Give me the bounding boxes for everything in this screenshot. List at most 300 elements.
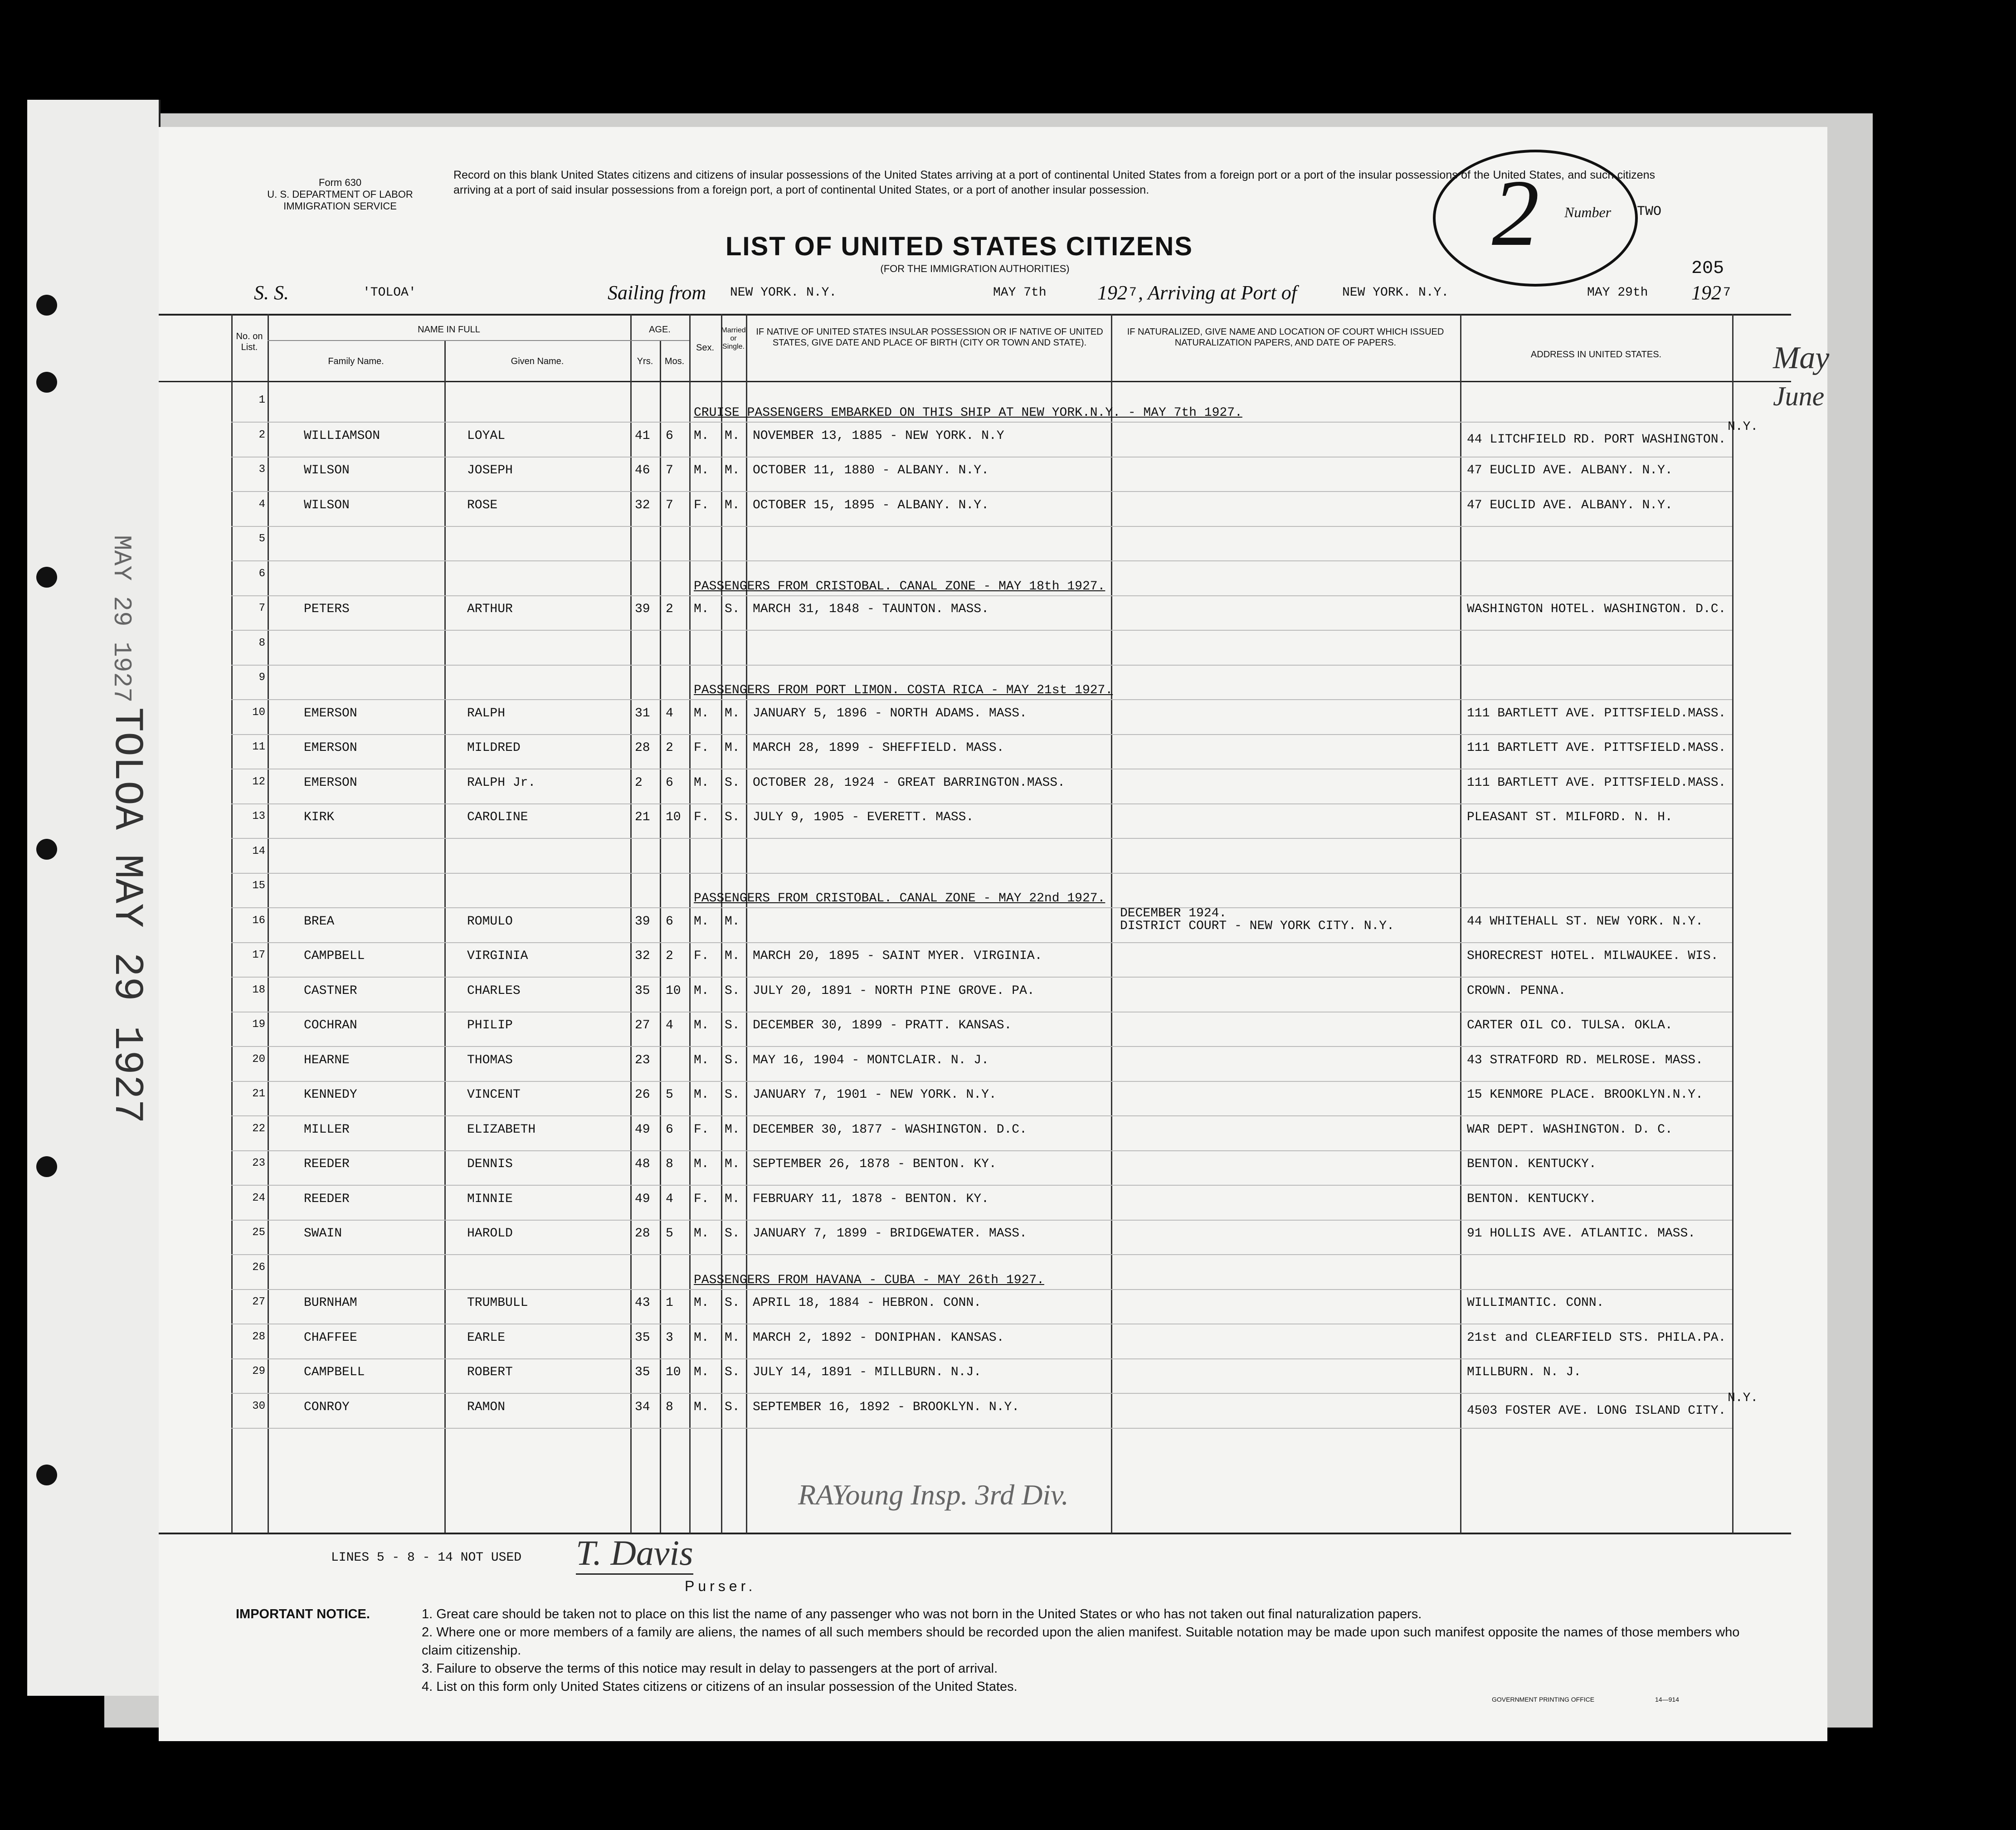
- table-row: [159, 873, 1827, 908]
- sail-year: 7: [1129, 286, 1137, 300]
- sex: M.: [694, 1296, 709, 1310]
- table-row: [159, 1324, 1827, 1359]
- sail-date: MAY 7th: [993, 286, 1047, 300]
- ss-label: S. S.: [254, 282, 289, 304]
- address: BENTON. KENTUCKY.: [1467, 1192, 1597, 1206]
- birth-info: JULY 20, 1891 - NORTH PINE GROVE. PA.: [753, 983, 1035, 998]
- marital-status: S.: [725, 1296, 740, 1310]
- row-number: 17: [252, 949, 265, 961]
- age-months: 10: [666, 1365, 681, 1379]
- row-number: 1: [258, 394, 265, 406]
- birth-info: DECEMBER 30, 1899 - PRATT. KANSAS.: [753, 1018, 1012, 1032]
- age-years: 41: [635, 428, 650, 443]
- row-number: 7: [258, 602, 265, 614]
- hand-note-may: May: [1773, 341, 1830, 375]
- age-months: 5: [666, 1088, 673, 1102]
- table-row: [159, 526, 1827, 561]
- punch-hole: [36, 1156, 57, 1177]
- voyage-line: [254, 281, 1750, 308]
- age-months: 5: [666, 1226, 673, 1241]
- given-name: RALPH: [467, 706, 506, 720]
- family-name: PETERS: [304, 602, 350, 616]
- address: SHORECREST HOTEL. MILWAUKEE. WIS.: [1467, 949, 1719, 963]
- age-years: 35: [635, 1330, 650, 1345]
- table-row: [159, 978, 1827, 1012]
- table-row: [159, 1047, 1827, 1081]
- sex: F.: [694, 1192, 709, 1206]
- row-number: 12: [252, 775, 265, 788]
- age-months: 4: [666, 706, 673, 720]
- marital-status: M.: [725, 463, 740, 477]
- age-months: 2: [666, 949, 673, 963]
- sex: M.: [694, 1330, 709, 1345]
- age-years: 26: [635, 1088, 650, 1102]
- marital-status: S.: [725, 983, 740, 998]
- row-number: 8: [258, 637, 265, 649]
- table-row: [159, 1081, 1827, 1116]
- sex: F.: [694, 1122, 709, 1137]
- page-number: 205: [1691, 258, 1724, 279]
- family-name: REEDER: [304, 1192, 350, 1206]
- sex: M.: [694, 914, 709, 929]
- given-name: ARTHUR: [467, 602, 513, 616]
- age-months: 6: [666, 914, 673, 929]
- given-name: MINNIE: [467, 1192, 513, 1206]
- address: 111 BARTLETT AVE. PITTSFIELD.MASS.: [1467, 741, 1726, 755]
- sex: M.: [694, 1400, 709, 1414]
- sex: F.: [694, 949, 709, 963]
- col-header-no: No. on List.: [236, 331, 263, 352]
- col-header-yrs: Yrs.: [637, 356, 653, 366]
- family-name: EMERSON: [304, 741, 357, 755]
- sex: F.: [694, 741, 709, 755]
- table-row: [159, 1359, 1827, 1393]
- age-years: 43: [635, 1296, 650, 1310]
- age-years: 32: [635, 498, 650, 512]
- row-number: 15: [252, 880, 265, 892]
- table-bottom-rule: [159, 1533, 1791, 1534]
- given-name: THOMAS: [467, 1053, 513, 1067]
- birth-info: JULY 9, 1905 - EVERETT. MASS.: [753, 810, 974, 824]
- given-name: ROSE: [467, 498, 498, 512]
- birth-info: OCTOBER 11, 1880 - ALBANY. N.Y.: [753, 463, 989, 477]
- age-months: 1: [666, 1296, 673, 1310]
- table-row: [159, 735, 1827, 769]
- row-number: 29: [252, 1365, 265, 1377]
- address: 44 WHITEHALL ST. NEW YORK. N.Y.: [1467, 914, 1703, 929]
- col-header-name: NAME IN FULL: [418, 325, 480, 335]
- marital-status: S.: [725, 602, 740, 616]
- address: 111 BARTLETT AVE. PITTSFIELD.MASS.: [1467, 775, 1726, 790]
- sex: M.: [694, 1053, 709, 1067]
- family-name: HEARNE: [304, 1053, 350, 1067]
- given-name: ELIZABETH: [467, 1122, 536, 1137]
- marital-status: M.: [725, 428, 740, 443]
- age-years: 31: [635, 706, 650, 720]
- age-years: 49: [635, 1122, 650, 1137]
- family-name: CASTNER: [304, 983, 357, 998]
- table-row: [159, 388, 1827, 422]
- arrive-year: 7: [1723, 286, 1731, 300]
- address: BENTON. KENTUCKY.: [1467, 1157, 1597, 1171]
- marital-status: M.: [725, 1330, 740, 1345]
- age-months: 8: [666, 1400, 673, 1414]
- age-months: 7: [666, 463, 673, 477]
- table-row: [159, 561, 1827, 596]
- marital-status: S.: [725, 775, 740, 790]
- punch-hole: [36, 372, 57, 393]
- family-name: KENNEDY: [304, 1088, 357, 1102]
- birth-info: SEPTEMBER 16, 1892 - BROOKLYN. N.Y.: [753, 1400, 1020, 1414]
- age-months: 4: [666, 1192, 673, 1206]
- row-number: 21: [252, 1088, 265, 1100]
- naturalization-court: DISTRICT COURT - NEW YORK CITY. N.Y.: [1120, 919, 1394, 933]
- table-row: [159, 1151, 1827, 1185]
- inspector-signature: RAYoung Insp. 3rd Div.: [798, 1479, 1069, 1511]
- age-months: 10: [666, 983, 681, 998]
- given-name: DENNIS: [467, 1157, 513, 1171]
- purser-signature: T. Davis: [576, 1533, 693, 1575]
- sex: M.: [694, 428, 709, 443]
- given-name: CHARLES: [467, 983, 521, 998]
- lines-not-used-note: LINES 5 - 8 - 14 NOT USED: [331, 1551, 522, 1565]
- row-number: 20: [252, 1053, 265, 1066]
- age-years: 28: [635, 741, 650, 755]
- department: U. S. DEPARTMENT OF LABOR: [267, 189, 413, 200]
- age-months: 3: [666, 1330, 673, 1345]
- given-name: VINCENT: [467, 1088, 521, 1102]
- age-months: 6: [666, 428, 673, 443]
- sail-year-prefix: 192: [1097, 282, 1127, 304]
- age-years: 35: [635, 983, 650, 998]
- age-years: 23: [635, 1053, 650, 1067]
- marital-status: M.: [725, 1192, 740, 1206]
- birth-info: MARCH 2, 1892 - DONIPHAN. KANSAS.: [753, 1330, 1004, 1345]
- row-number: 19: [252, 1018, 265, 1031]
- marital-status: M.: [725, 741, 740, 755]
- important-notice: [236, 1605, 1755, 1696]
- age-years: 39: [635, 602, 650, 616]
- address: 43 STRATFORD RD. MELROSE. MASS.: [1467, 1053, 1703, 1067]
- age-years: 2: [635, 775, 643, 790]
- address: PLEASANT ST. MILFORD. N. H.: [1467, 810, 1673, 824]
- sailing-label: Sailing from: [608, 282, 706, 304]
- notice-item: 4. List on this form only United States citizens or citizens of an insular possession of the United States.: [422, 1679, 1018, 1694]
- age-months: 4: [666, 1018, 673, 1032]
- sex: M.: [694, 1018, 709, 1032]
- notice-item: 1. Great care should be taken not to place on this list the name of any passenger who was not born in the United States or who has not taken out final naturalization papers.: [422, 1607, 1422, 1621]
- sex: M.: [694, 1088, 709, 1102]
- row-number: 24: [252, 1192, 265, 1204]
- row-number: 26: [252, 1261, 265, 1274]
- family-name: EMERSON: [304, 775, 357, 790]
- sex: M.: [694, 983, 709, 998]
- table-row: [159, 839, 1827, 873]
- given-name: JOSEPH: [467, 463, 513, 477]
- address: CROWN. PENNA.: [1467, 983, 1566, 998]
- sex: M.: [694, 1226, 709, 1241]
- number-label: Number: [1564, 204, 1612, 220]
- age-years: 34: [635, 1400, 650, 1414]
- col-header-family: Family Name.: [328, 356, 384, 366]
- marital-status: S.: [725, 1088, 740, 1102]
- birth-info: JANUARY 7, 1899 - BRIDGEWATER. MASS.: [753, 1226, 1027, 1241]
- row-number: 3: [258, 463, 265, 476]
- row-number: 4: [258, 498, 265, 511]
- table-row: [159, 700, 1827, 735]
- family-name: KIRK: [304, 810, 335, 824]
- table-row: [159, 943, 1827, 977]
- address: WASHINGTON HOTEL. WASHINGTON. D.C.: [1467, 602, 1726, 616]
- section-heading: CRUISE PASSENGERS EMBARKED ON THIS SHIP AT NEW YORK.N.Y. - MAY 7th 1927.: [694, 406, 1242, 420]
- to-port: NEW YORK. N.Y.: [1342, 286, 1449, 300]
- circled-number-text: 2: [1492, 161, 1539, 266]
- given-name: HAROLD: [467, 1226, 513, 1241]
- row-number: 11: [252, 741, 265, 753]
- marital-status: M.: [725, 1157, 740, 1171]
- family-name: REEDER: [304, 1157, 350, 1171]
- table-row: [159, 804, 1827, 838]
- page-subtitle: (FOR THE IMMIGRATION AUTHORITIES): [880, 263, 1070, 274]
- address: 21st and CLEARFIELD STS. PHILA.PA.: [1467, 1330, 1726, 1345]
- sex: F.: [694, 810, 709, 824]
- birth-info: JULY 14, 1891 - MILLBURN. N.J.: [753, 1365, 982, 1379]
- row-number: 27: [252, 1296, 265, 1308]
- table-row: [159, 1290, 1827, 1324]
- address: 111 BARTLETT AVE. PITTSFIELD.MASS.: [1467, 706, 1726, 720]
- given-name: ROMULO: [467, 914, 513, 929]
- table-row: [159, 457, 1827, 492]
- arriving-label: , Arriving at Port of: [1138, 282, 1297, 304]
- punch-hole: [36, 567, 57, 588]
- age-months: 8: [666, 1157, 673, 1171]
- given-name: MILDRED: [467, 741, 521, 755]
- age-months: 10: [666, 810, 681, 824]
- address: 47 EUCLID AVE. ALBANY. N.Y.: [1467, 498, 1673, 512]
- page-title: LIST OF UNITED STATES CITIZENS: [726, 232, 1193, 261]
- row-number: 2: [258, 428, 265, 441]
- preamble: Record on this blank United States citizens and citizens of insular possessions of the United States arriving at a port of continental United States from a foreign port or a port of the insular possessions of the United States, and such citizens arriving at a port of said insular possessions from a foreign port, a port of continental United States, or a port of another insular possession.: [453, 169, 1655, 196]
- marital-status: S.: [725, 1365, 740, 1379]
- table-row: [159, 1012, 1827, 1046]
- address: 91 HOLLIS AVE. ATLANTIC. MASS.: [1467, 1226, 1696, 1241]
- address: WAR DEPT. WASHINGTON. D. C.: [1467, 1122, 1673, 1137]
- punch-hole: [36, 1465, 57, 1485]
- row-number: 16: [252, 914, 265, 927]
- purser-label: Purser.: [685, 1578, 756, 1594]
- age-years: 46: [635, 463, 650, 477]
- address: MILLBURN. N. J.: [1467, 1365, 1582, 1379]
- row-number: 28: [252, 1330, 265, 1343]
- birth-info: MARCH 20, 1895 - SAINT MYER. VIRGINIA.: [753, 949, 1042, 963]
- age-months: 2: [666, 602, 673, 616]
- sex: M.: [694, 602, 709, 616]
- print-code: 14—914: [1655, 1696, 1679, 1703]
- family-name: SWAIN: [304, 1226, 342, 1241]
- family-name: CHAFFEE: [304, 1330, 357, 1345]
- row-number: 13: [252, 810, 265, 823]
- table-row: [159, 665, 1827, 700]
- section-heading: PASSENGERS FROM CRISTOBAL. CANAL ZONE - MAY 22nd 1927.: [694, 891, 1105, 905]
- birth-info: FEBRUARY 11, 1878 - BENTON. KY.: [753, 1192, 989, 1206]
- given-name: LOYAL: [467, 428, 506, 443]
- col-header-birth: IF NATIVE OF UNITED STATES INSULAR POSSESSION OR IF NATIVE OF UNITED STATES, GIVE DATE AND PLACE OF BIRTH (CITY OR TOWN AND STATE).: [756, 327, 1103, 348]
- age-months: 2: [666, 741, 673, 755]
- col-header-sex: Sex.: [696, 343, 715, 353]
- marital-status: M.: [725, 1122, 740, 1137]
- marital-status: M.: [725, 498, 740, 512]
- col-header-age: AGE.: [649, 325, 671, 335]
- row-number: 30: [252, 1400, 265, 1412]
- address-cont: N.Y.: [1728, 1391, 1758, 1405]
- marital-status: M.: [725, 914, 740, 929]
- from-port: NEW YORK. N.Y.: [730, 286, 837, 300]
- notice-item: 2. Where one or more members of a family are aliens, the names of all such members should be recorded upon the alien manifest. Suitable notation may be made upon such manifest opposite the names of those members who claim citizenship.: [422, 1625, 1740, 1658]
- birth-info: OCTOBER 28, 1924 - GREAT BARRINGTON.MASS.: [753, 775, 1065, 790]
- naturalization: DECEMBER 1924.: [1120, 906, 1227, 920]
- col-header-address: ADDRESS IN UNITED STATES.: [1530, 350, 1662, 360]
- address: CARTER OIL CO. TULSA. OKLA.: [1467, 1018, 1673, 1032]
- row-number: 5: [258, 533, 265, 545]
- birth-info: MAY 16, 1904 - MONTCLAIR. N. J.: [753, 1053, 989, 1067]
- margin-stamp-date: MAY 29 1927: [107, 535, 136, 703]
- birth-info: MARCH 28, 1899 - SHEFFIELD. MASS.: [753, 741, 1004, 755]
- family-name: CAMPBELL: [304, 1365, 365, 1379]
- birth-info: NOVEMBER 13, 1885 - NEW YORK. N.Y: [753, 428, 1004, 443]
- row-number: 10: [252, 706, 265, 719]
- age-years: 27: [635, 1018, 650, 1032]
- table-row: [159, 1220, 1827, 1255]
- table-row: [159, 908, 1827, 943]
- row-number: 6: [258, 567, 265, 580]
- sex: F.: [694, 498, 709, 512]
- table-row: [159, 419, 1827, 457]
- age-years: 48: [635, 1157, 650, 1171]
- given-name: EARLE: [467, 1330, 506, 1345]
- punch-hole: [36, 295, 57, 316]
- table-row: [159, 596, 1827, 630]
- age-years: 35: [635, 1365, 650, 1379]
- address: 4503 FOSTER AVE. LONG ISLAND CITY.: [1467, 1403, 1726, 1418]
- age-years: 28: [635, 1226, 650, 1241]
- table-row: [159, 1186, 1827, 1220]
- marital-status: M.: [725, 706, 740, 720]
- row-number: 14: [252, 845, 265, 857]
- row-number: 18: [252, 983, 265, 996]
- given-name: RALPH Jr.: [467, 775, 536, 790]
- address: 44 LITCHFIELD RD. PORT WASHINGTON.: [1467, 432, 1726, 447]
- family-name: MILLER: [304, 1122, 350, 1137]
- table-row: [159, 492, 1827, 526]
- age-months: 6: [666, 775, 673, 790]
- row-number: 22: [252, 1122, 265, 1135]
- marital-status: S.: [725, 1018, 740, 1032]
- sex: M.: [694, 775, 709, 790]
- sex: M.: [694, 706, 709, 720]
- header-bottom-rule: [159, 381, 1791, 382]
- table-row: [159, 631, 1827, 665]
- row-number: 25: [252, 1226, 265, 1239]
- table-row: [159, 1116, 1827, 1151]
- given-name: RAMON: [467, 1400, 506, 1414]
- section-heading: PASSENGERS FROM PORT LIMON. COSTA RICA - MAY 21st 1927.: [694, 683, 1113, 697]
- table-row: [159, 1391, 1827, 1428]
- family-name: WILLIAMSON: [304, 428, 380, 443]
- punch-hole: [36, 839, 57, 860]
- address-cont: N.Y.: [1728, 419, 1758, 434]
- number-value: TWO: [1637, 204, 1662, 219]
- table-row: [159, 1255, 1827, 1290]
- birth-info: JANUARY 7, 1901 - NEW YORK. N.Y.: [753, 1088, 997, 1102]
- family-name: BREA: [304, 914, 335, 929]
- birth-info: DECEMBER 30, 1877 - WASHINGTON. D.C.: [753, 1122, 1027, 1137]
- ship-name: 'TOLOA': [363, 286, 416, 300]
- family-name: WILSON: [304, 498, 350, 512]
- age-months: 7: [666, 498, 673, 512]
- age-years: 32: [635, 949, 650, 963]
- birth-info: OCTOBER 15, 1895 - ALBANY. N.Y.: [753, 498, 989, 512]
- arrive-date: MAY 29th: [1587, 286, 1648, 300]
- age-years: 39: [635, 914, 650, 929]
- age-months: 6: [666, 1122, 673, 1137]
- family-name: CAMPBELL: [304, 949, 365, 963]
- marital-status: S.: [725, 810, 740, 824]
- given-name: CAROLINE: [467, 810, 528, 824]
- service: IMMIGRATION SERVICE: [283, 200, 397, 212]
- section-heading: PASSENGERS FROM HAVANA - CUBA - MAY 26th 1927.: [694, 1273, 1044, 1287]
- manifest-page: [159, 127, 1830, 1741]
- row-rule: [231, 1428, 1732, 1429]
- address: 47 EUCLID AVE. ALBANY. N.Y.: [1467, 463, 1673, 477]
- marital-status: S.: [725, 1400, 740, 1414]
- col-header-given: Given Name.: [511, 356, 564, 366]
- section-heading: PASSENGERS FROM CRISTOBAL. CANAL ZONE - MAY 18th 1927.: [694, 579, 1105, 594]
- form-number: Form 630: [318, 177, 362, 188]
- col-header-married: Married or Single.: [721, 326, 746, 350]
- age-years: 49: [635, 1192, 650, 1206]
- birth-info: MARCH 31, 1848 - TAUNTON. MASS.: [753, 602, 989, 616]
- arrive-year-prefix: 192: [1691, 282, 1721, 304]
- col-header-mos: Mos.: [664, 356, 685, 366]
- row-number: 23: [252, 1157, 265, 1169]
- family-name: CONROY: [304, 1400, 350, 1414]
- given-name: PHILIP: [467, 1018, 513, 1032]
- family-name: BURNHAM: [304, 1296, 357, 1310]
- family-name: WILSON: [304, 463, 350, 477]
- given-name: TRUMBULL: [467, 1296, 528, 1310]
- marital-status: S.: [725, 1226, 740, 1241]
- sex: M.: [694, 1365, 709, 1379]
- table-top-rule: [159, 314, 1791, 316]
- table-row: [159, 769, 1827, 804]
- marital-status: M.: [725, 949, 740, 963]
- margin-stamp: TOLOA MAY 29 1927: [103, 707, 150, 1124]
- birth-info: JANUARY 5, 1896 - NORTH ADAMS. MASS.: [753, 706, 1027, 720]
- notice-item: 3. Failure to observe the terms of this notice may result in delay to passengers at the port of arrival.: [422, 1661, 998, 1676]
- age-rule: [268, 340, 689, 341]
- printer-mark: GOVERNMENT PRINTING OFFICE: [1492, 1696, 1595, 1703]
- sex: M.: [694, 463, 709, 477]
- hand-note-june: June: [1773, 381, 1825, 411]
- given-name: VIRGINIA: [467, 949, 528, 963]
- sex: M.: [694, 1157, 709, 1171]
- family-name: COCHRAN: [304, 1018, 357, 1032]
- age-years: 21: [635, 810, 650, 824]
- given-name: ROBERT: [467, 1365, 513, 1379]
- col-header-naturalized: IF NATURALIZED, GIVE NAME AND LOCATION OF COURT WHICH ISSUED NATURALIZATION PAPERS, AND DATE OF PAPERS.: [1127, 327, 1444, 348]
- family-name: EMERSON: [304, 706, 357, 720]
- notice-title: IMPORTANT NOTICE.: [236, 1607, 370, 1621]
